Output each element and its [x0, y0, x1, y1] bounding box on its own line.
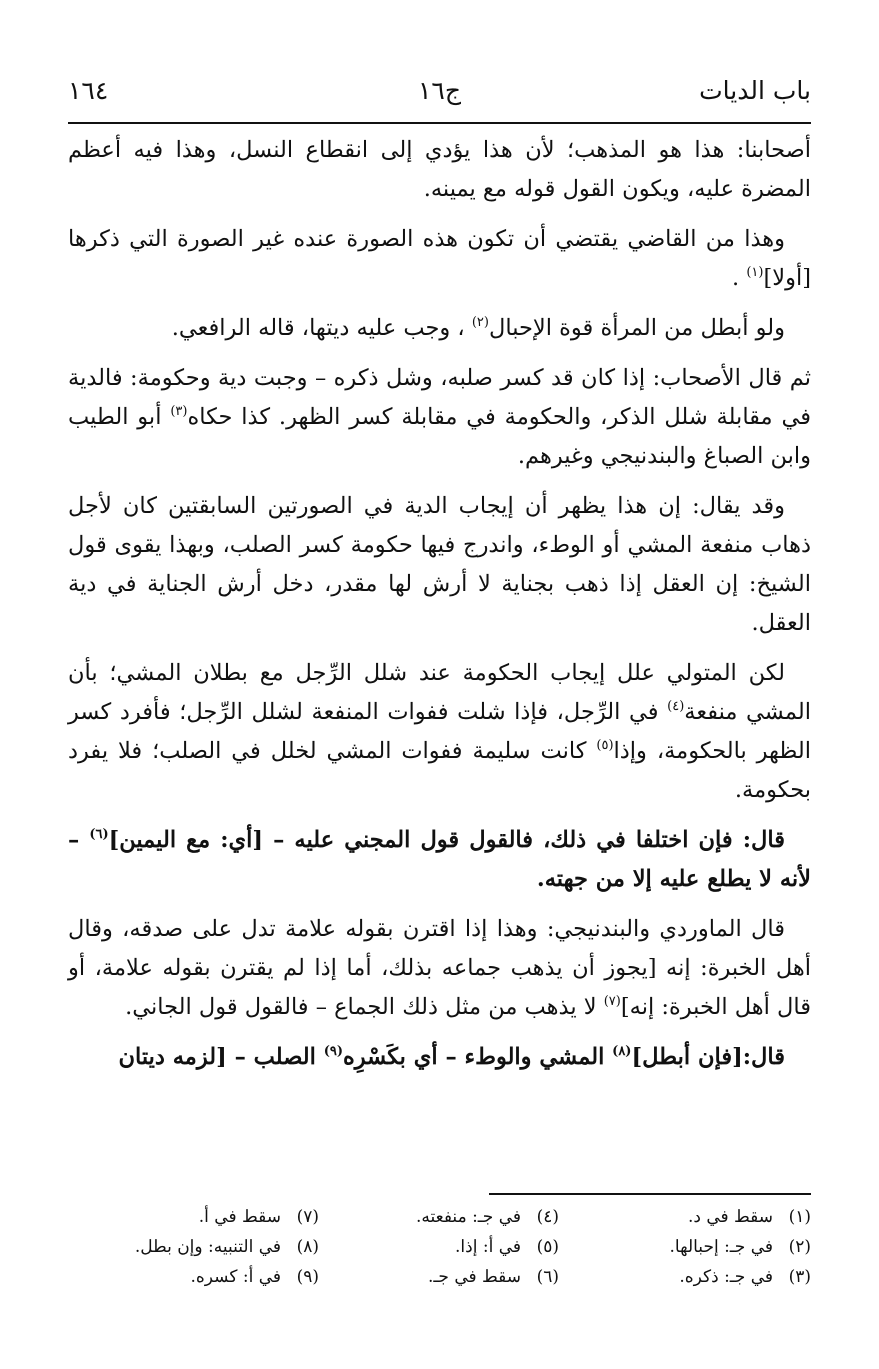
- running-header: [68, 70, 811, 112]
- footnote-ref: (٦): [89, 827, 109, 842]
- footnote-item: (٤)في جـ: منفعته.: [415, 1207, 559, 1227]
- footnote-divider: [489, 1193, 811, 1195]
- footnote-ref: (٥): [596, 738, 614, 753]
- footnote-column: [581, 1202, 811, 1292]
- footnote-item: (٦)سقط في جـ.: [428, 1267, 559, 1287]
- paragraph-3: ولو أبطل من المرأة قوة الإحبال$^{(٢)}$ ، وجب عليه ديتها، قاله الرافعي.: [171, 315, 785, 341]
- footnote-item: (٥)في أ: إذا.: [455, 1237, 559, 1257]
- page-number: ١٦٤: [68, 76, 109, 105]
- footnote-ref: (٧): [603, 994, 621, 1009]
- paragraph-9: قال:[فإن أبطل]$^{(٨)}$ المشي والوطء – أي بكَسْرِه$^{(٩)}$ الصلب – [لزمه ديتان: [118, 1044, 785, 1070]
- main-text: [68, 131, 811, 1088]
- footnote-ref: (٣): [170, 404, 188, 419]
- footnote-column: [339, 1202, 559, 1292]
- volume-label: ج١٦: [418, 76, 461, 105]
- footnote-ref: (٨): [612, 1044, 632, 1059]
- footnote-item: (٧)سقط في أ.: [198, 1207, 319, 1227]
- paragraph-7: قال: فإن اختلفا في ذلك، فالقول قول المجني عليه – [أي: مع اليمين]$^{(٦)}$ – لأنه لا يطلع عليه إلا من جهته.: [68, 827, 811, 892]
- footnote-ref: (٤): [667, 699, 685, 714]
- paragraph-1: أصحابنا: هذا هو المذهب؛ لأن هذا يؤدي إلى انقطاع النسل، وهذا فيه أعظم المضرة عليه، ويكون القول قوله مع يمينه.: [68, 137, 811, 202]
- paragraph-2: وهذا من القاضي يقتضي أن تكون هذه الصورة عنده غير الصورة التي ذكرها [أولا]$^{(١)}$ .: [68, 226, 811, 291]
- footnote-item: (٢)في جـ: إحبالها.: [669, 1237, 811, 1257]
- paragraph-8: قال الماوردي والبندنيجي: وهذا إذا اقترن بقوله علامة تدل على صدقه، وقال أهل الخبرة: إنه [يجوز أن يذهب جماعه بذلك، أما إذا لم يقترن بقوله علامة، أو قال أهل الخبرة: إنه]$^{(٧)}$ لا يذهب من مثل ذلك الجماع – فالقول قول الجاني.: [68, 916, 811, 1020]
- footnote-item: (٩)في أ: كسره.: [190, 1267, 319, 1287]
- paragraph-4: ثم قال الأصحاب: إذا كان قد كسر صلبه، وشل ذكره – وجبت دية وحكومة: فالدية في مقابلة شلل الذكر، والحكومة في مقابلة كسر الظهر. كذا حكاه$^{(٣)}$ أبو الطيب وابن الصباغ والبندنيجي وغيرهم.: [68, 365, 811, 469]
- paragraph-5: وقد يقال: إن هذا يظهر أن إيجاب الدية في الصورتين السابقتين كان لأجل ذهاب منفعة المشي أو الوطء، واندرج فيها حكومة كسر الصلب، وبهذا يقوى قول الشيخ: إن العقل إذا ذهب بجناية لا أرش لها مقدر، دخل أرش الجناية في دية العقل.: [68, 493, 811, 636]
- paragraph-6: لكن المتولي علل إيجاب الحكومة عند شلل الرِّجل مع بطلان المشي؛ بأن المشي منفعة$^{(٤)}$ في الرِّجل، فإذا شلت ففوات المنفعة لشلل الرِّجل؛ فأفرد كسر الظهر بالحكومة، وإذا$^{(٥)}$ كانت سليمة ففوات المشي لخلل في الصلب؛ فلا يفرد بحكومة.: [68, 660, 811, 803]
- header-divider: [68, 122, 811, 124]
- footnote-item: (٣)في جـ: ذكره.: [679, 1267, 811, 1287]
- footnote-ref: (١): [746, 265, 764, 280]
- chapter-title: باب الديات: [699, 76, 811, 105]
- footnote-item: (٨)في التنبيه: وإن بطل.: [134, 1237, 319, 1257]
- footnote-item: (١)سقط في د.: [687, 1207, 811, 1227]
- footnote-ref: (٢): [471, 315, 489, 330]
- footnotes: [100, 1202, 811, 1298]
- footnote-ref: (٩): [323, 1044, 343, 1059]
- footnote-column: [89, 1202, 319, 1292]
